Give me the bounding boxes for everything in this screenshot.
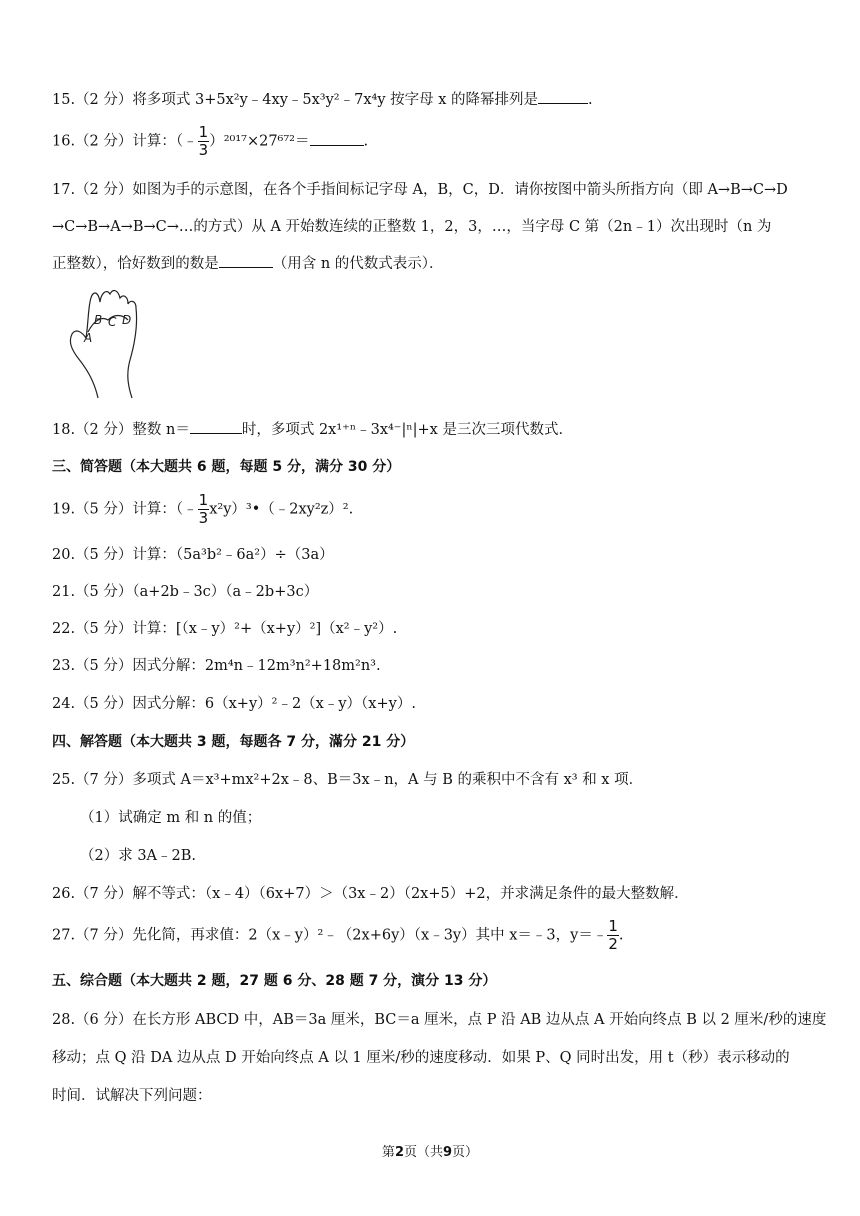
answer-blank	[310, 131, 364, 146]
label-b: B	[94, 313, 103, 327]
question-24: 24.（5 分）因式分解：6（x+y）²﹣2（x﹣y）（x+y）.	[52, 696, 416, 712]
hand-outline	[70, 291, 136, 398]
fraction: $\frac{1}{3}$	[198, 123, 209, 159]
section-4-heading: 四、解答题（本大题共 3 题，每题各 7 分，滿分 21 分）	[52, 734, 415, 750]
page-footer: 第2页（共9页）	[381, 1145, 479, 1160]
hand-diagram	[58, 282, 158, 400]
label-d: D	[122, 313, 132, 327]
question-16: 16.（2 分）计算：（﹣ $\frac{1}{3}$ ）²⁰¹⁷×27⁶⁷²＝ .	[52, 123, 369, 159]
label-c: C	[108, 315, 117, 329]
question-17-line1: 17.（2 分）如图为手的示意图，在各个手指间标记字母 A，B，C，D．请你按图中箭头所指方向（即 A→B→C→D	[52, 182, 788, 198]
answer-blank	[538, 89, 588, 104]
label-a: A	[84, 331, 93, 345]
fraction: $\frac{1}{3}$	[198, 491, 209, 527]
section-5-heading: 五、综合题（本大题共 2 题，27 题 6 分、28 题 7 分，演分 13 分）	[52, 973, 497, 989]
question-25-part1: （1）试确定 m 和 n 的值；	[80, 810, 262, 826]
question-23: 23.（5 分）因式分解：2m⁴n﹣12m³n²+18m²n³.	[52, 658, 381, 674]
fraction: $\frac{1}{2}$	[608, 917, 618, 953]
question-19: 19.（5 分）计算：（﹣ $\frac{1}{3}$ x²y）³•（﹣2xy²z）².	[52, 491, 354, 527]
question-28-line3: 时间．试解决下列问题：	[52, 1088, 212, 1104]
question-28-line2: 移动；点 Q 沿 DA 边从点 D 开始向终点 A 以 1 厘米/秒的速度移动．如果 P、Q 同时出发，用 t（秒）表示移动的	[52, 1050, 790, 1066]
section-3-heading: 三、简答题（本大题共 6 题，每题 5 分，满分 30 分）	[52, 459, 401, 475]
answer-blank	[190, 419, 242, 434]
question-20: 20.（5 分）计算：（5a³b²﹣6a²）÷（3a）	[52, 547, 334, 563]
question-25: 25.（7 分）多项式 A＝x³+mx²+2x﹣8、B＝3x﹣n，A 与 B 的乘积中不含有 x³ 和 x 项．	[52, 772, 644, 788]
question-25-part2: （2）求 3A﹣2B.	[80, 848, 197, 864]
question-22: 22.（5 分）计算：[（x﹣y）²+（x+y）²]（x²﹣y²）.	[52, 621, 398, 637]
question-17-line2: →C→B→A→B→C→…的方式）从 A 开始数连续的正整数 1，2，3，…，当字母 C 第（2n﹣1）次出现时（n 为	[52, 219, 772, 235]
answer-blank	[219, 253, 273, 268]
question-15: 15.（2 分）将多项式 3+5x²y﹣4xy﹣5x³y²﹣7x⁴y 按字母 x 的降幂排列是 .	[52, 88, 593, 109]
question-26: 26.（7 分）解不等式：（x﹣4）（6x+7）＞（3x﹣2）（2x+5）+2，并求满足条件的最大整数解．	[52, 886, 689, 902]
question-21: 21.（5 分）（a+2b﹣3c）（a﹣2b+3c）	[52, 584, 319, 600]
question-27: 27.（7 分）先化简，再求值：2（x﹣y）²﹣（2x+6y）（x﹣3y）其中 x＝﹣3，y＝﹣ $\frac{1}{2}$ .	[52, 917, 624, 953]
question-17-line3: 正整数），恰好数到的数是 （用含 n 的代数式表示）．	[52, 252, 444, 273]
question-28-line1: 28.（6 分）在长方形 ABCD 中，AB＝3a 厘米，BC＝a 厘米，点 P 沿 AB 边从点 A 开始向终点 B 以 2 厘米/秒的速度	[52, 1012, 827, 1028]
question-18: 18.（2 分）整数 n＝ 时，多项式 2x¹⁺ⁿ﹣3x⁴⁻|ⁿ|+x 是三次三项代数式．	[52, 418, 573, 439]
